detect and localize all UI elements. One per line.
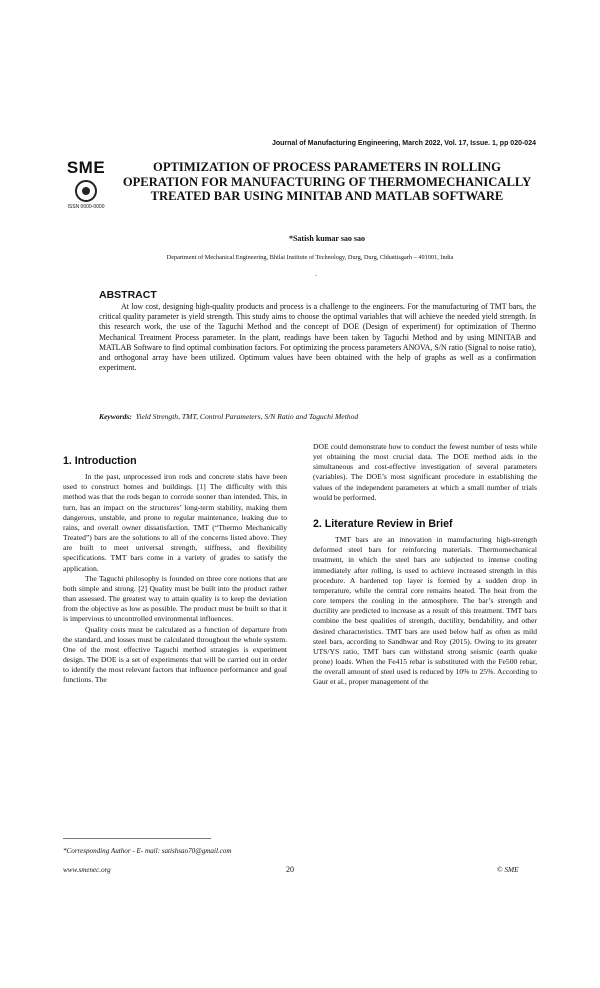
- paper-title: OPTIMIZATION OF PROCESS PARAMETERS IN ROLLING OPERATION FOR MANUFACTURING OF THERMOMECHANICALLY TREATED BAR USING MINITAB AND MATLAB SOFTWARE: [122, 160, 532, 204]
- page-number: 20: [286, 865, 294, 874]
- keywords: [99, 412, 536, 421]
- left-column: [63, 456, 287, 685]
- separator-dot: .: [315, 270, 317, 278]
- author-name: *Satish kumar sao sao: [288, 234, 366, 243]
- right-column: [313, 442, 537, 687]
- logo-text: SME: [66, 158, 106, 177]
- footer-website[interactable]: www.smenec.org: [63, 866, 111, 874]
- intro-continuation: DOE could demonstrate how to conduct the fewest number of tests while yet obtaining the most crucial data. The DOE method aids in the simultaneous and cost-effective investigation of several parameters (variables). The DOE’s most significant procedure in establishing the values of the independent parameters at which a small number of trials would be performed.: [313, 442, 537, 502]
- intro-paragraph: Quality costs must be calculated as a function of departure from the standard, and losses must be calculated throughout the whole system. One of the most effective Taguchi method strategies is experiment design. The DOE is a set of experiments that will be carried out in order to identify the most relevant factors that influence performance and goal functions. The: [63, 624, 287, 685]
- journal-logo: [66, 158, 106, 214]
- literature-paragraph: TMT bars are an innovation in manufacturing high-strength deformed steel bars for reinforcing materials. Thermomechanical treatment, in which the steel bars are subjected to intense cooling immediately after rolling, is used to achieve increased strength in this procedure. A hardened top layer is formed by a sudden drop in temperature, while the central core remains heated. The heat from the core tempers the cooling in the atmosphere. The bar’s strength and ductility are predicted to increase as a result of this treatment. TMT bars combine the best qualities of strength, ductility, bendability, and other desired characteristics. TMT bars are used below half as often as mild steel bars, according to Sandhwar and Roy (2015). Owing to its greater UTS/YS ratio, TMT bars can withstand strong seismic (earth quake prone) loads. When the Fe415 rebar is substituted with the Fe500 rebar, the overall amount of steel used is reduced by 10% to 25%. According to Gaur et al., proper management of the: [313, 535, 537, 687]
- footnote-rule: [63, 838, 211, 839]
- author-affiliation: Department of Mechanical Engineering, Bhilai Institute of Technology, Durg, Durg, Chhattisgarh – 491001, India: [166, 254, 454, 261]
- keywords-text: Yield Strength, TMT, Control Parameters, S/N Ratio and Taguchi Method: [135, 412, 359, 421]
- abstract-heading: ABSTRACT: [99, 289, 157, 301]
- keywords-label: Keywords:: [99, 412, 132, 421]
- section-heading-introduction: 1. Introduction: [63, 455, 137, 467]
- footer-copyright: © SME: [497, 865, 519, 874]
- section-heading-literature-review: 2. Literature Review in Brief: [313, 517, 453, 530]
- intro-paragraph: The Taguchi philosophy is founded on three core notions that are both simple and strong. [2] Quality must be built into the product rather than assessed. The greatest way to attain quality is to keep the deviation from the objective as low as possible. The product must be built so that it is impervious to uncontrolled environmental influences.: [63, 573, 287, 624]
- gear-icon: [75, 180, 97, 202]
- abstract-text: At low cost, designing high-quality products and process is a challenge to the engineers. For the manufacturing of TMT bars, the critical quality parameter is yield strength. This study aims to choose the optimal variables that will achieve the needed yield strength. In this research work, the use of the Taguchi Method and the concept of DOE (Design of experiment) for optimization of Thermo Mechanical Treatment Process parameter. In the plant, readings have been taken by Taguchi Method and by using MINITAB and MATLAB Software to find optimal combination factors. For optimizing the process parameters ANOVA, S/N ratio (Signal to noise ratio), and orthogonal array have been utilized. Optimum values have been obtained with the help of graphs as well as a confirmation experiment.: [99, 302, 536, 373]
- journal-citation: Journal of Manufacturing Engineering, March 2022, Vol. 17, Issue. 1, pp 020-024: [271, 140, 536, 147]
- intro-paragraph: In the past, unprocessed iron rods and concrete slabs have been used to construct homes and buildings. [1] The difficulty with this method was that the rods began to corrode sooner than intended. This, in turn, has an impact on the structures’ long-term stability, making them dangerous, unstable, and prone to regular maintenance, leaking due to rains, and overall owner dissatisfaction. TMT (“Thermo Mechanically Treated”) bars are the solutions to all of the concerns listed above. They are built to meet universal strength, stiffness, and flexibility specifications. TMT bars come in a variety of grades to satisfy the application.: [63, 472, 287, 573]
- abstract-body: [99, 302, 536, 373]
- corresponding-author-footnote: *Corresponding Author - E- mail: satishsao70@gmail.com: [63, 847, 232, 855]
- logo-issn: ISSN 0000-0000: [67, 204, 105, 210]
